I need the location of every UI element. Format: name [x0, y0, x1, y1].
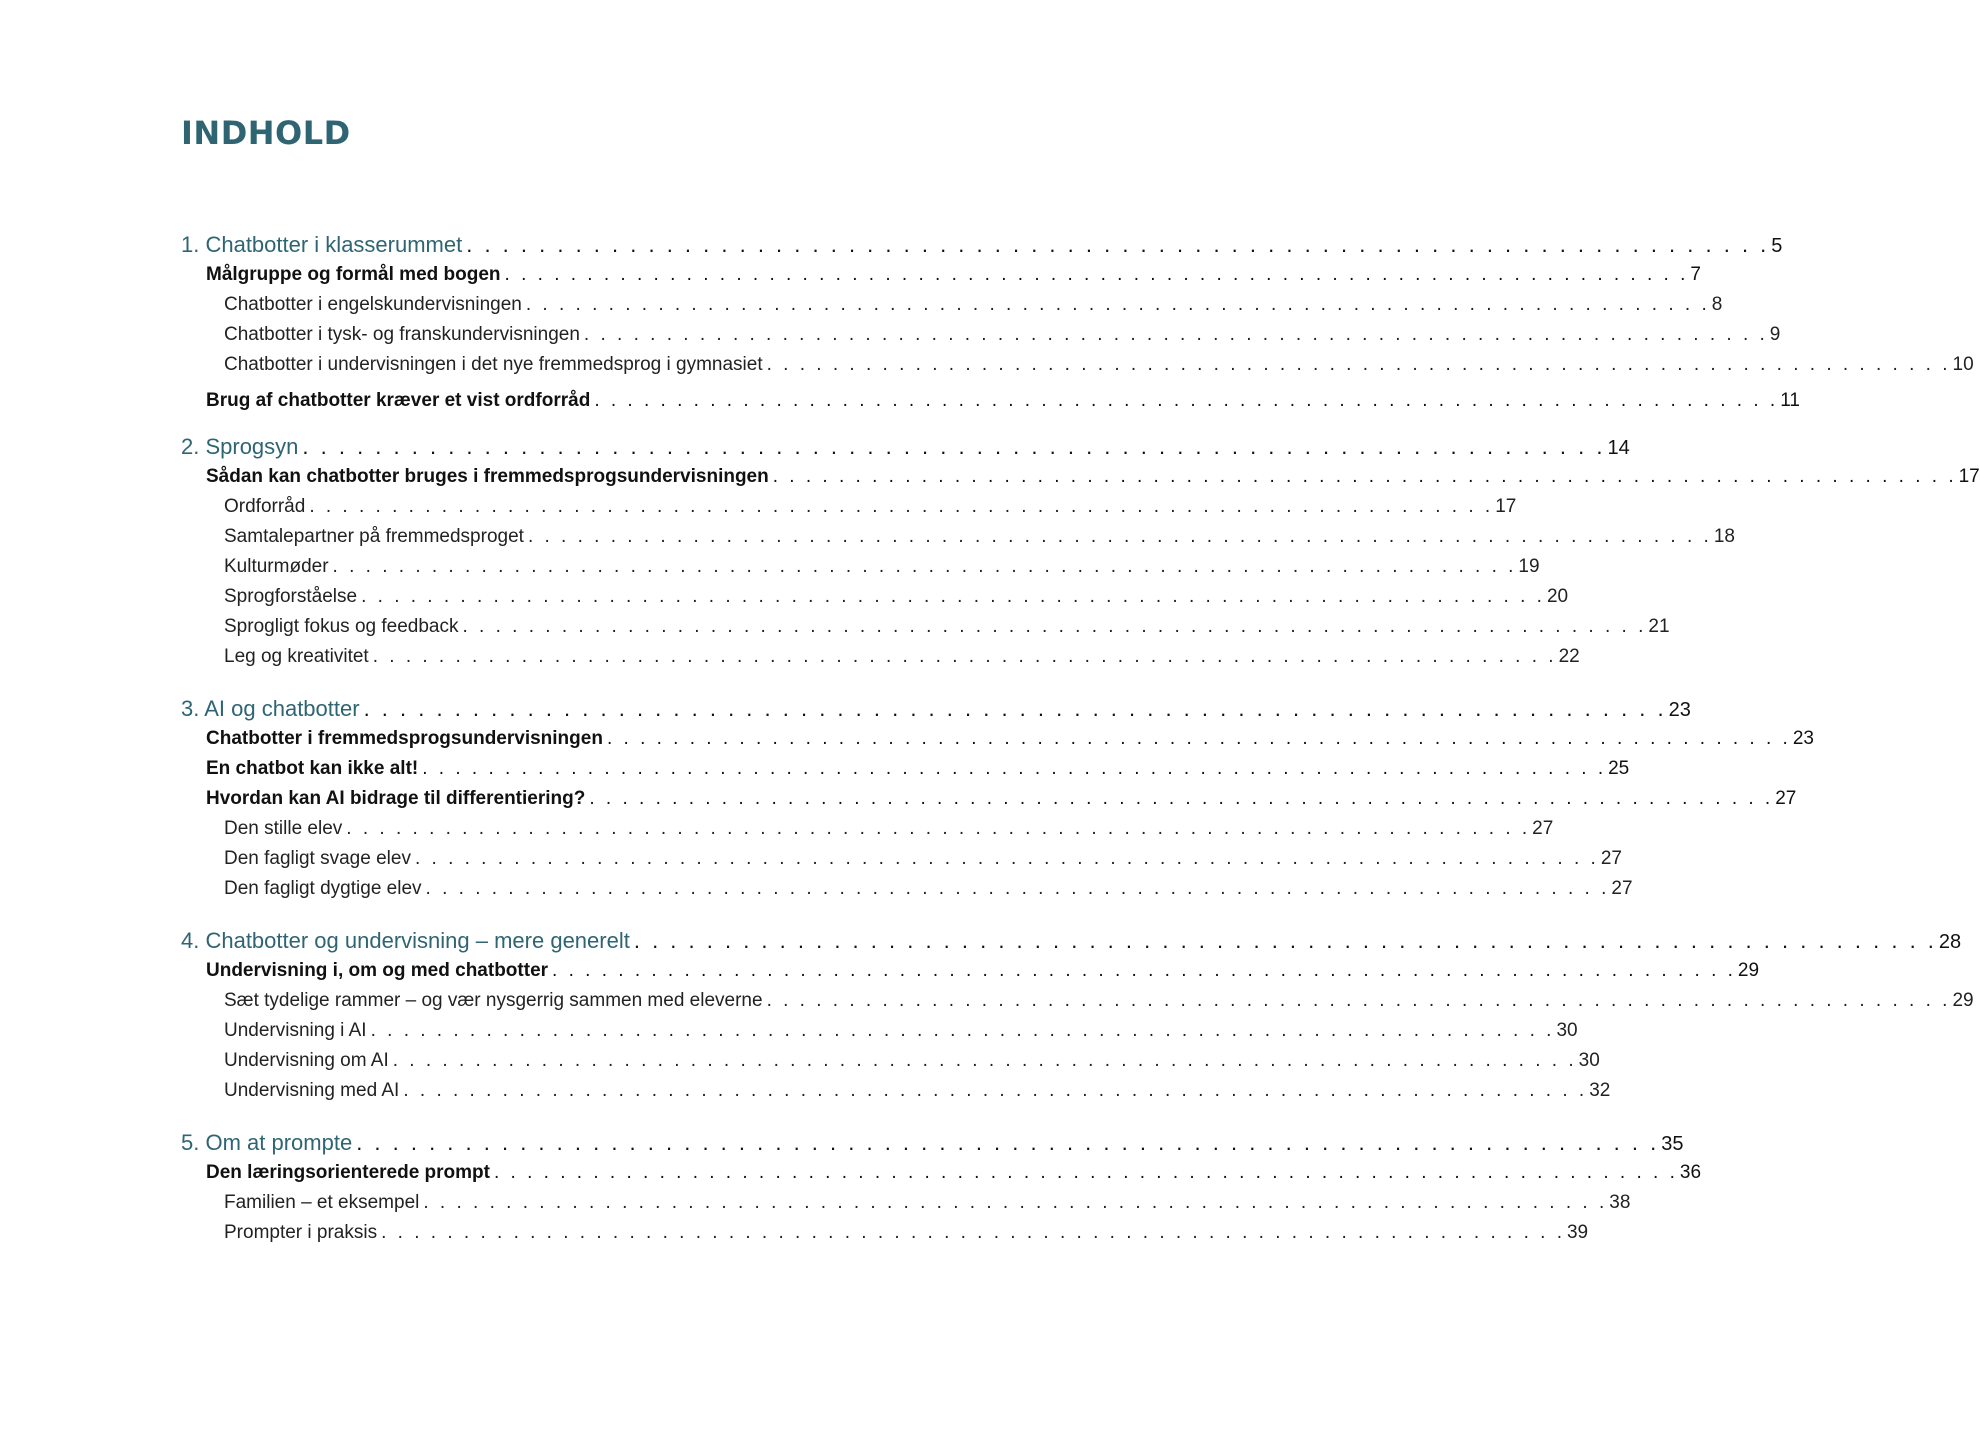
toc-entry-title: Sådan kan chatbotter bruges i fremmedsprogsundervisningen — [206, 466, 769, 487]
dot-leader: . . . . . . . . . . . . . . . . . . . . . . . . . . . . . . . . . . . . . . . . . . . . . . . . . . . . . . . . . . . . . . . . . . . . . . . . — [370, 1020, 1555, 1041]
toc-entry[interactable] — [224, 526, 1735, 548]
toc-entry-title: Kulturmøder — [224, 556, 329, 577]
toc-entry[interactable] — [224, 818, 1554, 840]
toc-entry-title: Sprogforståelse — [224, 586, 358, 607]
toc-page-number: 27 — [1600, 848, 1622, 869]
toc-page-number: 7 — [1690, 264, 1701, 285]
toc-page-number: 23 — [1668, 699, 1691, 721]
toc-entry[interactable] — [224, 990, 1974, 1012]
toc-entry-title: Den stille elev — [224, 818, 343, 839]
toc-entry-title: Chatbotter i engelskundervisningen — [224, 294, 522, 315]
dot-leader: . . . . . . . . . . . . . . . . . . . . . . . . . . . . . . . . . . . . . . . . . . . . . . . . . . . . . . . . . . . . . . . . . . . . . . . . — [772, 466, 1957, 487]
dot-leader: . . . . . . . . . . . . . . . . . . . . . . . . . . . . . . . . . . . . . . . . . . . . . . . . . . . . . . . . . . . . . . . . . . . . . . . . — [392, 1050, 1577, 1071]
toc-page-number: 18 — [1713, 526, 1735, 547]
toc-entry[interactable] — [224, 1020, 1578, 1042]
toc-entry[interactable] — [206, 758, 1630, 780]
toc-page-number: 29 — [1737, 960, 1760, 981]
toc-entry-title: Hvordan kan AI bidrage til differentiering? — [206, 788, 586, 809]
toc-entry-title: Chatbotter i fremmedsprogsundervisningen — [206, 728, 603, 749]
toc-page-number: 8 — [1711, 294, 1723, 315]
toc-entry-title: 1. Chatbotter i klasserummet — [181, 232, 463, 257]
dot-leader: . . . . . . . . . . . . . . . . . . . . . . . . . . . . . . . . . . . . . . . . . . . . . . . . . . . . . . . . . . . . . . . . . . . . . . . . — [422, 758, 1607, 779]
toc-entry[interactable] — [224, 616, 1670, 638]
toc-entry[interactable] — [224, 294, 1723, 316]
toc-entry[interactable] — [224, 354, 1974, 376]
toc-entry[interactable] — [224, 1192, 1631, 1214]
toc-entry[interactable] — [224, 586, 1569, 608]
toc-page-number: 30 — [1556, 1020, 1578, 1041]
dot-leader: . . . . . . . . . . . . . . . . . . . . . . . . . . . . . . . . . . . . . . . . . . . . . . . . . . . . . . . . . . . . . . . . . . . . . . . . — [504, 264, 1689, 285]
toc-page-number: 11 — [1780, 390, 1800, 411]
toc-entry[interactable] — [181, 928, 1962, 954]
toc-page-number: 36 — [1679, 1162, 1702, 1183]
dot-leader: . . . . . . . . . . . . . . . . . . . . . . . . . . . . . . . . . . . . . . . . . . . . . . . . . . . . . . . . . . . . . . . . . . . . . . . . — [525, 294, 1710, 315]
toc-page-number: 19 — [1518, 556, 1540, 577]
toc-entry-title: En chatbot kan ikke alt! — [206, 758, 419, 779]
dot-leader: . . . . . . . . . . . . . . . . . . . . . . . . . . . . . . . . . . . . . . . . . . . . . . . . . . . . . . . . . . . . . . . . . . . . . . . . — [583, 324, 1768, 345]
toc-page-number: 25 — [1608, 758, 1630, 779]
toc-entry[interactable] — [206, 1162, 1702, 1184]
toc-entry-title: Den læringsorienterede prompt — [206, 1162, 490, 1183]
dot-leader: . . . . . . . . . . . . . . . . . . . . . . . . . . . . . . . . . . . . . . . . . . . . . . . . . . . . . . . . . . . . . . . . . . . . . . . . — [403, 1080, 1588, 1101]
toc-page-number: 22 — [1558, 646, 1580, 667]
toc-entry[interactable] — [206, 728, 1814, 750]
dot-leader: . . . . . . . . . . . . . . . . . . . . . . . . . . . . . . . . . . . . . . . . . . . . . . . . . . . . . . . . . . . . . . . . . . . . . . . . — [527, 526, 1712, 547]
toc-entry[interactable] — [206, 788, 1797, 810]
dot-leader: . . . . . . . . . . . . . . . . . . . . . . . . . . . . . . . . . . . . . . . . . . . . . . . . . . . . . . . . . . . . . . . . . . . . . . . . — [462, 616, 1647, 637]
toc-entry[interactable] — [206, 960, 1760, 982]
toc-entry-title: Undervisning i, om og med chatbotter — [206, 960, 549, 981]
toc-entry-title: 2. Sprogsyn — [181, 434, 299, 459]
toc-entry-title: Undervisning med AI — [224, 1080, 400, 1101]
toc-page-number: 17 — [1958, 466, 1980, 487]
toc-entry[interactable] — [224, 324, 1781, 346]
dot-leader: . . . . . . . . . . . . . . . . . . . . . . . . . . . . . . . . . . . . . . . . . . . . . . . . . . . . . . . . . . . . . . . . . . . . . . . . — [606, 728, 1791, 749]
toc-entry-title: 5. Om at prompte — [181, 1130, 353, 1155]
dot-leader: . . . . . . . . . . . . . . . . . . . . . . . . . . . . . . . . . . . . . . . . . . . . . . . . . . . . . . . . . . . . . . . . . . . . . . . . — [594, 390, 1779, 411]
dot-leader: . . . . . . . . . . . . . . . . . . . . . . . . . . . . . . . . . . . . . . . . . . . . . . . . . . . . . . . . . . . . . . . . . . . . . . . . — [309, 496, 1494, 517]
toc-entry[interactable] — [224, 1050, 1600, 1072]
toc-entry-title: Den fagligt dygtige elev — [224, 878, 422, 899]
toc-page-number: 14 — [1607, 437, 1630, 459]
toc-page-number: 10 — [1952, 354, 1974, 375]
toc-entry[interactable] — [206, 466, 1980, 488]
toc-entry[interactable] — [206, 264, 1701, 286]
toc-entry-title: Sprogligt fokus og feedback — [224, 616, 459, 637]
toc-entry-title: Brug af chatbotter kræver et vist ordforråd — [206, 390, 591, 411]
dot-leader: . . . . . . . . . . . . . . . . . . . . . . . . . . . . . . . . . . . . . . . . . . . . . . . . . . . . . . . . . . . . . . . . . . . . . . . . — [633, 928, 1937, 953]
toc-entry-title: Ordforråd — [224, 496, 306, 517]
toc-entry-title: Chatbotter i undervisningen i det nye fremmedsprog i gymnasiet — [224, 354, 763, 375]
toc-entry[interactable] — [181, 696, 1691, 722]
toc-entry-title: Den fagligt svage elev — [224, 848, 411, 869]
dot-leader: . . . . . . . . . . . . . . . . . . . . . . . . . . . . . . . . . . . . . . . . . . . . . . . . . . . . . . . . . . . . . . . . . . . . . . . . — [494, 1162, 1678, 1183]
toc-entry-title: Leg og kreativitet — [224, 646, 369, 667]
toc-entry-title: Prompter i praksis — [224, 1222, 378, 1243]
dot-leader: . . . . . . . . . . . . . . . . . . . . . . . . . . . . . . . . . . . . . . . . . . . . . . . . . . . . . . . . . . . . . . . . . . . . . . . . — [766, 354, 1951, 375]
dot-leader: . . . . . . . . . . . . . . . . . . . . . . . . . . . . . . . . . . . . . . . . . . . . . . . . . . . . . . . . . . . . . . . . . . . . . . . . — [361, 586, 1545, 607]
toc-page-number: 32 — [1589, 1080, 1611, 1101]
toc-entry-title: Chatbotter i tysk- og franskundervisningen — [224, 324, 580, 345]
toc-entry-title: Undervisning i AI — [224, 1020, 367, 1041]
dot-leader: . . . . . . . . . . . . . . . . . . . . . . . . . . . . . . . . . . . . . . . . . . . . . . . . . . . . . . . . . . . . . . . . . . . . . . . . — [425, 878, 1610, 899]
toc-entry-title: Sæt tydelige rammer – og vær nysgerrig sammen med eleverne — [224, 990, 763, 1011]
toc-entry[interactable] — [181, 434, 1630, 460]
toc-entry[interactable] — [224, 496, 1517, 518]
dot-leader: . . . . . . . . . . . . . . . . . . . . . . . . . . . . . . . . . . . . . . . . . . . . . . . . . . . . . . . . . . . . . . . . . . . . . . . . — [372, 646, 1557, 667]
toc-entry[interactable] — [224, 646, 1580, 668]
toc-entry-title: Undervisning om AI — [224, 1050, 389, 1071]
dot-leader: . . . . . . . . . . . . . . . . . . . . . . . . . . . . . . . . . . . . . . . . . . . . . . . . . . . . . . . . . . . . . . . . . . . . . . . . — [466, 232, 1770, 257]
dot-leader: . . . . . . . . . . . . . . . . . . . . . . . . . . . . . . . . . . . . . . . . . . . . . . . . . . . . . . . . . . . . . . . . . . . . . . . . — [363, 696, 1667, 721]
toc-entry[interactable] — [224, 878, 1633, 900]
dot-leader: . . . . . . . . . . . . . . . . . . . . . . . . . . . . . . . . . . . . . . . . . . . . . . . . . . . . . . . . . . . . . . . . . . . . . . . . — [766, 990, 1951, 1011]
toc-entry[interactable] — [181, 1130, 1684, 1156]
toc-page-number: 27 — [1532, 818, 1554, 839]
toc-entry-title: Familien – et eksempel — [224, 1192, 420, 1213]
dot-leader: . . . . . . . . . . . . . . . . . . . . . . . . . . . . . . . . . . . . . . . . . . . . . . . . . . . . . . . . . . . . . . . . . . . . . . . . — [414, 848, 1599, 869]
toc-page-number: 35 — [1661, 1133, 1684, 1155]
toc-entry[interactable] — [224, 848, 1622, 870]
toc-page-number: 28 — [1938, 931, 1962, 953]
toc-page-number: 23 — [1792, 728, 1814, 749]
dot-leader: . . . . . . . . . . . . . . . . . . . . . . . . . . . . . . . . . . . . . . . . . . . . . . . . . . . . . . . . . . . . . . . . . . . . . . . . — [332, 556, 1517, 577]
toc-page-number: 27 — [1775, 788, 1797, 809]
dot-leader: . . . . . . . . . . . . . . . . . . . . . . . . . . . . . . . . . . . . . . . . . . . . . . . . . . . . . . . . . . . . . . . . . . . . . . . . — [302, 434, 1606, 459]
toc-entry-title: 4. Chatbotter og undervisning – mere generelt — [181, 928, 630, 953]
toc-page-number: 5 — [1771, 235, 1783, 257]
toc-page-number: 38 — [1609, 1192, 1631, 1213]
toc-page-number: 20 — [1546, 586, 1569, 607]
toc-entry-title: 3. AI og chatbotter — [181, 696, 360, 721]
dot-leader: . . . . . . . . . . . . . . . . . . . . . . . . . . . . . . . . . . . . . . . . . . . . . . . . . . . . . . . . . . . . . . . . . . . . . . . . — [356, 1130, 1660, 1155]
toc-entry[interactable] — [224, 1080, 1611, 1102]
dot-leader: . . . . . . . . . . . . . . . . . . . . . . . . . . . . . . . . . . . . . . . . . . . . . . . . . . . . . . . . . . . . . . . . . . . . . . . . — [423, 1192, 1608, 1213]
toc-entry-title: Målgruppe og formål med bogen — [206, 264, 501, 285]
toc-page-number: 21 — [1648, 616, 1670, 637]
dot-leader: . . . . . . . . . . . . . . . . . . . . . . . . . . . . . . . . . . . . . . . . . . . . . . . . . . . . . . . . . . . . . . . . . . . . . . . . — [552, 960, 1736, 981]
toc-entry[interactable] — [224, 1222, 1589, 1244]
toc-page-number: 39 — [1566, 1222, 1589, 1243]
dot-leader: . . . . . . . . . . . . . . . . . . . . . . . . . . . . . . . . . . . . . . . . . . . . . . . . . . . . . . . . . . . . . . . . . . . . . . . . — [381, 1222, 1565, 1243]
dot-leader: . . . . . . . . . . . . . . . . . . . . . . . . . . . . . . . . . . . . . . . . . . . . . . . . . . . . . . . . . . . . . . . . . . . . . . . . — [589, 788, 1774, 809]
page-title: INDHOLD — [181, 114, 351, 152]
dot-leader: . . . . . . . . . . . . . . . . . . . . . . . . . . . . . . . . . . . . . . . . . . . . . . . . . . . . . . . . . . . . . . . . . . . . . . . . — [346, 818, 1531, 839]
toc-page-number: 9 — [1769, 324, 1781, 345]
toc-entry-title: Samtalepartner på fremmedsproget — [224, 526, 524, 547]
toc-page-number: 29 — [1952, 990, 1974, 1011]
toc-page-number: 30 — [1578, 1050, 1600, 1071]
toc-entry[interactable] — [181, 232, 1783, 258]
toc-entry[interactable] — [224, 556, 1540, 578]
toc-page-number: 17 — [1495, 496, 1517, 517]
toc-page-number: 27 — [1611, 878, 1633, 899]
toc-entry[interactable] — [206, 390, 1800, 412]
